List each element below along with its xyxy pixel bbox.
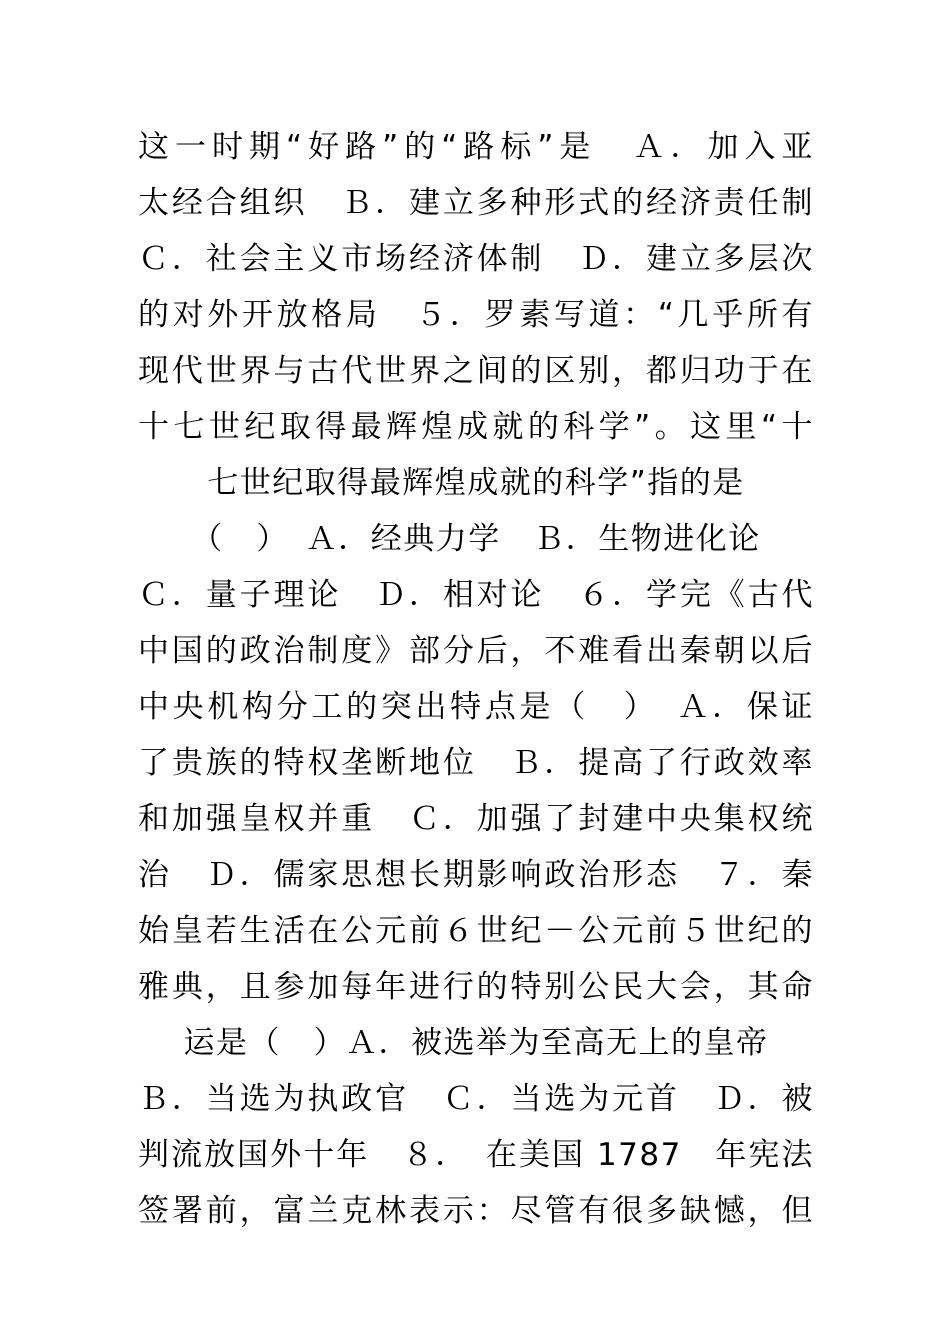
text-line: 十七世纪取得最辉煌成就的科学”。这里“十 <box>138 409 814 445</box>
text-line: 太经合组织 Ｂ．建立多种形式的经济责任制 <box>138 185 814 221</box>
text-line: 中国的政治制度》部分后，不难看出秦朝以后 <box>138 633 814 669</box>
text-line: 的对外开放格局 ５．罗素写道：“几乎所有 <box>138 297 814 333</box>
text-line: （ ） Ａ．经典力学 Ｂ．生物进化论 <box>191 521 761 557</box>
text-line: 始皇若生活在公元前６世纪－公元前５世纪的 <box>138 913 814 949</box>
text-line: Ｃ．量子理论 Ｄ．相对论 ６．学完《古代 <box>138 577 814 613</box>
text-line: 现代世界与古代世界之间的区别，都归功于在 <box>138 353 814 389</box>
text-line: 七世纪取得最辉煌成就的科学”指的是 <box>207 465 745 501</box>
text-line: 运是（ ）Ａ．被选举为至高无上的皇帝 <box>183 1025 769 1061</box>
text-line: Ｃ．社会主义市场经济体制 Ｄ．建立多层次 <box>138 241 814 277</box>
text-line: 治 Ｄ．儒家思想长期影响政治形态 ７．秦 <box>138 857 814 893</box>
text-line: 签署前，富兰克林表示：尽管有很多缺憾，但 <box>138 1193 814 1229</box>
text-line: 雅典，且参加每年进行的特别公民大会，其命 <box>138 969 814 1005</box>
text-line: 和加强皇权并重 Ｃ．加强了封建中央集权统 <box>138 801 814 837</box>
text-line: 了贵族的特权垄断地位 Ｂ．提高了行政效率 <box>138 745 814 781</box>
text-line: 中央机构分工的突出特点是（ ） Ａ．保证 <box>138 689 814 725</box>
text-line: Ｂ．当选为执政官 Ｃ．当选为元首 Ｄ．被 <box>138 1081 814 1117</box>
text-line: 这一时期“好路”的“路标”是 Ａ．加入亚 <box>138 129 814 165</box>
text-line: 判流放国外十年 ８． 在美国 1787 年宪法 <box>138 1137 814 1173</box>
